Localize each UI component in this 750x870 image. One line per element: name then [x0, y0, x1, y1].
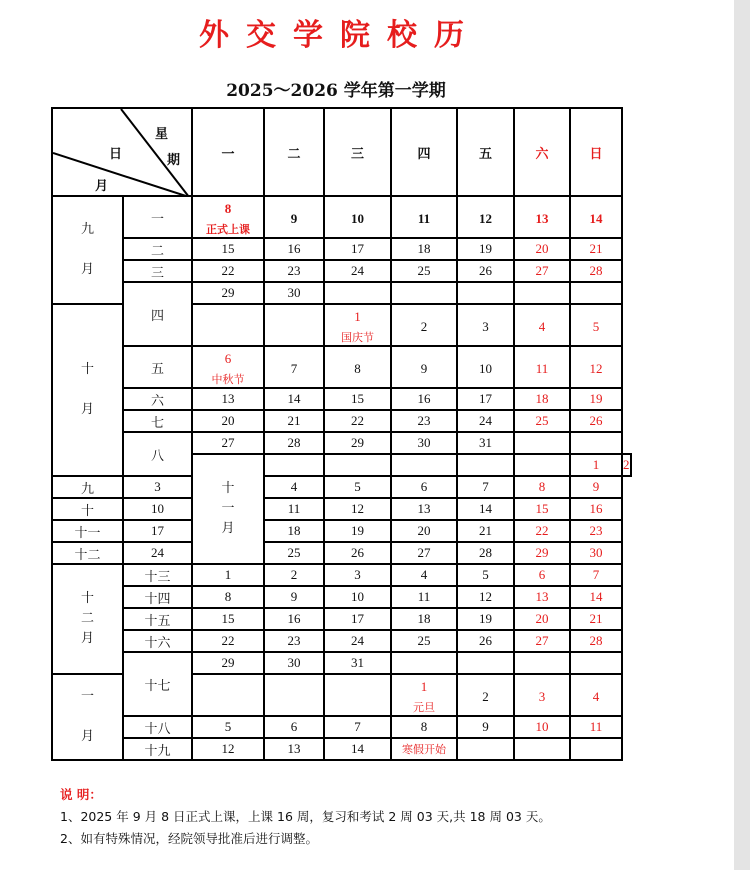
day-cell: 29: [192, 282, 264, 304]
weekday-wed: 三: [324, 108, 391, 196]
day-cell: [514, 282, 570, 304]
week-number: 六: [123, 388, 192, 410]
day-cell: 20: [192, 410, 264, 432]
day-cell: 11: [391, 196, 457, 238]
day-cell: 24: [324, 260, 391, 282]
day-cell: 8: [514, 476, 570, 498]
day-cell: 23: [264, 260, 324, 282]
week-row-4a: [52, 282, 631, 304]
day-cell: [457, 738, 514, 760]
day-cell: 16: [391, 388, 457, 410]
day-cell: 23: [264, 630, 324, 652]
day-cell: [514, 652, 570, 674]
day-cell: 6: [264, 716, 324, 738]
day-cell: 21: [570, 608, 622, 630]
day-cell: 21: [264, 410, 324, 432]
day-cell: 20: [514, 238, 570, 260]
weekday-mon: 一: [192, 108, 264, 196]
day-cell: 20: [391, 520, 457, 542]
day-cell: 10: [324, 196, 391, 238]
day-cell: 24: [123, 542, 192, 564]
window-scrollbar[interactable]: [734, 0, 750, 870]
day-cell: 30: [264, 282, 324, 304]
day-cell: 18: [264, 520, 324, 542]
day-cell: 17: [324, 608, 391, 630]
day-cell: 22: [192, 630, 264, 652]
day-cell: 2: [457, 674, 514, 716]
corner-week-label: 星: [155, 127, 169, 142]
day-cell: 12: [570, 346, 622, 388]
week-row-12: [52, 542, 631, 564]
week-row-14: [52, 586, 631, 608]
day-cell: 5: [570, 304, 622, 346]
day-cell: 8: [391, 716, 457, 738]
week-row-9: [52, 476, 631, 498]
day-cell: 14: [570, 586, 622, 608]
note-line-2: 2、如有特殊情况，经院领导批准后进行调整。: [60, 831, 318, 846]
week-row-15: [52, 608, 631, 630]
day-cell: 17: [123, 520, 192, 542]
day-cell: [324, 282, 391, 304]
weekday-thu: 四: [391, 108, 457, 196]
month-november: 十 一 月: [192, 454, 264, 564]
day-cell: 30: [264, 652, 324, 674]
week-row-3: [52, 260, 631, 282]
day-cell: [264, 674, 324, 716]
corner-cell: [52, 108, 192, 196]
week-row-6: [52, 388, 631, 410]
day-cell: 1: [192, 564, 264, 586]
week-number: 八: [123, 432, 192, 476]
day-cell: 20: [514, 608, 570, 630]
day-cell: 28: [457, 542, 514, 564]
day-cell: 26: [324, 542, 391, 564]
day-cell: 13: [391, 498, 457, 520]
day-cell: 11: [514, 346, 570, 388]
day-cell: 9: [391, 346, 457, 388]
day-cell: 30: [391, 432, 457, 454]
day-cell: 15: [192, 608, 264, 630]
day-cell: 5: [192, 716, 264, 738]
day-cell: [514, 454, 570, 476]
week-number: 五: [123, 346, 192, 388]
day-cell: 4: [570, 674, 622, 716]
day-cell: 17: [457, 388, 514, 410]
day-cell: [264, 304, 324, 346]
week-row-5: [52, 346, 631, 388]
day-cell: 9: [264, 196, 324, 238]
week-number: 九: [52, 476, 123, 498]
day-cell: 28: [264, 432, 324, 454]
day-cell: 13: [264, 738, 324, 760]
week-number: 十九: [123, 738, 192, 760]
day-cell: 10: [324, 586, 391, 608]
day-cell: 4: [391, 564, 457, 586]
day-cell: 15: [192, 238, 264, 260]
corner-period-label: 期: [167, 153, 181, 168]
day-cell: 27: [391, 542, 457, 564]
day-cell: [457, 454, 514, 476]
day-cell: 25: [514, 410, 570, 432]
day-cell: 6: [514, 564, 570, 586]
day-cell: 22: [514, 520, 570, 542]
day-cell: 29: [324, 432, 391, 454]
day-cell: 12: [457, 586, 514, 608]
weekday-sun: 日: [570, 108, 622, 196]
day-cell: 15: [324, 388, 391, 410]
day-cell: [324, 674, 391, 716]
day-cell: 27: [514, 260, 570, 282]
day-cell: 18: [514, 388, 570, 410]
day-cell: 21: [457, 520, 514, 542]
day-cell: 8 正式上课: [192, 196, 264, 238]
week-number: 十一: [52, 520, 123, 542]
week-row-19: [52, 738, 631, 760]
weekday-sat: 六: [514, 108, 570, 196]
day-cell: 14: [324, 738, 391, 760]
day-cell: [457, 652, 514, 674]
day-cell: 12: [324, 498, 391, 520]
week-number: 十三: [123, 564, 192, 586]
event-classes-start: 正式上课: [206, 223, 250, 236]
week-number: 十: [52, 498, 123, 520]
month-september: 九 月: [52, 196, 123, 304]
event-mid-autumn: 中秋节: [211, 373, 245, 386]
day-cell: 15: [514, 498, 570, 520]
event-new-year: 元旦: [413, 701, 435, 714]
day-cell: 31: [324, 652, 391, 674]
week-number: 十七: [123, 652, 192, 716]
day-cell: 24: [324, 630, 391, 652]
day-cell: 13: [514, 586, 570, 608]
day-cell: [514, 432, 570, 454]
day-cell: 5: [324, 476, 391, 498]
day-cell: 18: [391, 238, 457, 260]
day-cell: 16: [264, 608, 324, 630]
day-cell: 9: [457, 716, 514, 738]
day-cell: [192, 674, 264, 716]
day-cell: [391, 652, 457, 674]
day-cell: 28: [570, 630, 622, 652]
week-number: 七: [123, 410, 192, 432]
day-cell: 30: [570, 542, 622, 564]
week-row-10: [52, 498, 631, 520]
day-cell: 31: [457, 432, 514, 454]
day-cell: [570, 738, 622, 760]
week-number: 二: [123, 238, 192, 260]
day-cell: 3: [514, 674, 570, 716]
week-number: 十八: [123, 716, 192, 738]
day-cell: 23: [570, 520, 622, 542]
day-cell: 26: [457, 630, 514, 652]
day-cell: 2: [622, 454, 631, 476]
week-row-8a: [52, 432, 631, 454]
day-cell: [391, 454, 457, 476]
week-number: 十五: [123, 608, 192, 630]
day-cell: 7: [264, 346, 324, 388]
weekday-tue: 二: [264, 108, 324, 196]
day-cell: 29: [192, 652, 264, 674]
semester-subtitle: 2025～2026 学年第一学期: [226, 81, 446, 101]
weekday-fri: 五: [457, 108, 514, 196]
calendar-table: [51, 107, 632, 761]
day-cell: 10: [123, 498, 192, 520]
corner-day-label: 日: [109, 147, 123, 162]
day-cell: 10: [457, 346, 514, 388]
day-cell: 4: [514, 304, 570, 346]
day-cell: 13: [192, 388, 264, 410]
day-cell: 28: [570, 260, 622, 282]
day-cell: 23: [391, 410, 457, 432]
week-row-2: [52, 238, 631, 260]
event-winter-break: 寒假开始: [391, 738, 457, 760]
day-cell: 25: [264, 542, 324, 564]
week-row-16: [52, 630, 631, 652]
day-cell: 3: [324, 564, 391, 586]
day-cell: 5: [457, 564, 514, 586]
day-cell: [264, 454, 324, 476]
day-cell: 11: [264, 498, 324, 520]
day-cell: [192, 304, 264, 346]
day-cell: 14: [570, 196, 622, 238]
day-cell: 6 中秋节: [192, 346, 264, 388]
page-title: 外交学院校历: [199, 18, 481, 53]
month-october: 十 月: [52, 304, 123, 476]
week-row-13: [52, 564, 631, 586]
day-cell: 21: [570, 238, 622, 260]
day-cell: 8: [324, 346, 391, 388]
week-row-11: [52, 520, 631, 542]
day-cell: 16: [570, 498, 622, 520]
day-cell: 26: [570, 410, 622, 432]
day-cell: [514, 738, 570, 760]
month-december: 十 二 月: [52, 564, 123, 674]
day-cell: 7: [324, 716, 391, 738]
week-row-17a: [52, 652, 631, 674]
day-cell: [570, 432, 622, 454]
day-cell: 24: [457, 410, 514, 432]
day-cell: 22: [324, 410, 391, 432]
week-number: 十二: [52, 542, 123, 564]
day-cell: 26: [457, 260, 514, 282]
week-number: 十六: [123, 630, 192, 652]
day-cell: 1 元旦: [391, 674, 457, 716]
day-cell: 19: [324, 520, 391, 542]
day-cell: 2: [391, 304, 457, 346]
day-cell: 11: [391, 586, 457, 608]
day-cell: 19: [457, 608, 514, 630]
day-cell: 6: [391, 476, 457, 498]
note-line-1: 1、2025 年 9 月 8 日正式上课，上课 16 周，复习和考试 2 周 03 天,共 18 周 03 天。: [60, 809, 551, 824]
header-row: [52, 108, 631, 196]
day-cell: [570, 652, 622, 674]
day-cell: 14: [457, 498, 514, 520]
day-cell: 12: [457, 196, 514, 238]
day-cell: 25: [391, 630, 457, 652]
day-cell: 12: [192, 738, 264, 760]
day-cell: 14: [264, 388, 324, 410]
day-cell: 10: [514, 716, 570, 738]
week-number: 十四: [123, 586, 192, 608]
week-number: 三: [123, 260, 192, 282]
day-cell: 25: [391, 260, 457, 282]
week-row-7: [52, 410, 631, 432]
week-number: 四: [123, 282, 192, 346]
day-cell: 27: [192, 432, 264, 454]
day-cell: 9: [264, 586, 324, 608]
day-cell: 17: [324, 238, 391, 260]
week-row-1: [52, 196, 631, 238]
day-cell: 9: [570, 476, 622, 498]
day-cell: [324, 454, 391, 476]
month-january: 一 月: [52, 674, 123, 760]
day-cell: [570, 282, 622, 304]
day-cell: 13: [514, 196, 570, 238]
corner-month-label: 月: [95, 179, 109, 194]
day-cell: [391, 282, 457, 304]
day-cell: 8: [192, 586, 264, 608]
day-cell: 18: [391, 608, 457, 630]
day-cell: 16: [264, 238, 324, 260]
day-cell: 22: [192, 260, 264, 282]
day-cell: 7: [457, 476, 514, 498]
day-cell: 19: [570, 388, 622, 410]
day-cell: 27: [514, 630, 570, 652]
day-cell: 4: [264, 476, 324, 498]
day-cell: 2: [264, 564, 324, 586]
day-cell: 1: [570, 454, 622, 476]
day-cell: 7: [570, 564, 622, 586]
day-cell: [457, 282, 514, 304]
notes-heading: 说 明：: [60, 787, 102, 802]
day-cell: 19: [457, 238, 514, 260]
week-row-18: [52, 716, 631, 738]
day-cell: 11: [570, 716, 622, 738]
event-national-day: 国庆节: [341, 331, 374, 344]
day-cell: 3: [123, 476, 192, 498]
notes-section: [60, 785, 551, 851]
day-cell: 29: [514, 542, 570, 564]
week-number: 一: [123, 196, 192, 238]
day-cell: 1 国庆节: [324, 304, 391, 346]
day-cell: 3: [457, 304, 514, 346]
